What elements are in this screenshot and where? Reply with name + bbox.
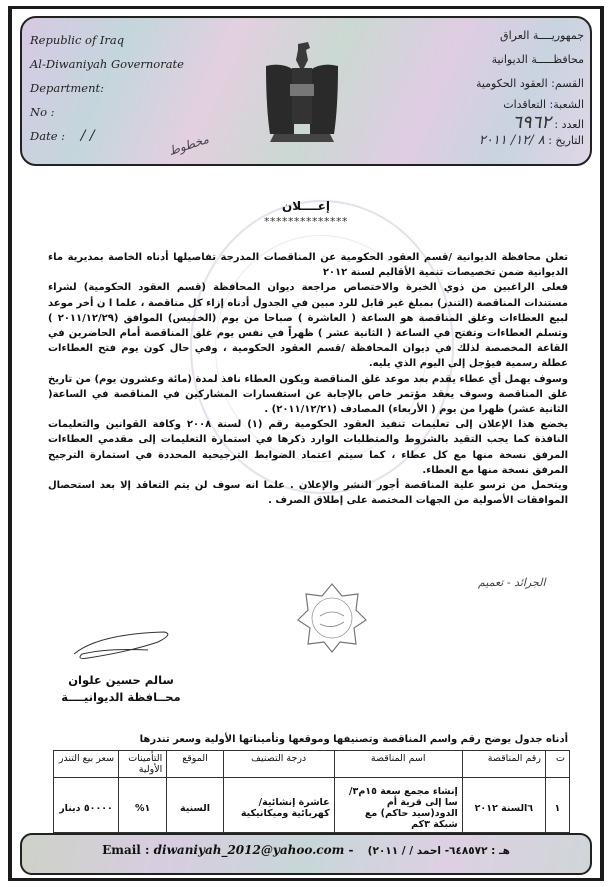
col-header-location: الموقع [167,751,223,778]
footer-contact [0,843,612,857]
col-header-deposit: التأمينات الأولية [119,751,167,778]
col-header-price: سعر بيع التندر [54,751,119,778]
col-header-index: ت [545,751,569,778]
phone-text: هـ : ٦٤٨٥٧٢- احمد / / ٢٠١١) [367,845,510,857]
eagle-emblem-icon [264,38,340,148]
email-link[interactable]: diwaniyah_2012@yahoo.com [153,843,345,857]
date-label-en: Date : [30,129,66,143]
handwritten-margin-note: الجرائد - تعميم [478,576,546,589]
cell-index: ١ [545,778,569,833]
col-header-classification: درجة التصنيف [223,751,334,778]
signature-mark [68,628,178,664]
division-ar: الشعبة: التعاقدات [503,98,584,111]
cell-location: السنية [167,778,223,833]
signatory-block [56,672,186,706]
paragraph: فعلى الراغبين من ذوي الخبرة والاختصاص مراجعة ديوان المحافظة (قسم العقود الحكومية) لشراء مستندات المناقصة (التندر) بمبلغ غير قابل للرد مبين في الجدول أدناه إزاء كل مناقصة ، علما ا ن أخر موعد لبيع العطاءات وغلق المناقصة هو الساعة ( العاشرة ) صباحا من يوم (الخميس) الموافق (٢٠١١/١٢/٢٩ ) وتسلم العطاءات وتفتح في الساعة ( الثانية عشر ) ظهراً في نفس يوم غلق المناقصة أمام الحاضرين في القاعة المخصصة لذلك في ديوان المحافظة /قسم العقود الحكومية ، وفي حال كون يوم فتح العطاءات عطلة رسمية فيؤجل إلى اليوم الذي يليه. [48,282,568,370]
date-value-ar: ٨ /١٢/ ٢٠١١ [478,133,545,148]
paragraph: يخضع هذا الإعلان إلى تعليمات تنفيذ العقود الحكومية رقم (١) لسنة ٢٠٠٨ وكافة القوانين والتعليمات النافذة كما يجب التقيد بالشروط والمتطلبات الوارد ذكرها في استمارة التعليمات إلى مقدمي العطاءات المرفق نسخة منها مع كل عطاء ، كما سيتم اعتماد الضوابط الترجيحية المحددة في استمارة الترجيح المرفق نسخة منها مع العطاء. [48,419,568,476]
announcement-title: إعــــلان [281,199,331,213]
email-label: Email : [102,843,150,857]
cell-deposit: ١% [119,778,167,833]
title-divider: ************** [264,215,348,228]
cell-classification: عاشرة إنشائية/ كهربائية وميكانيكية [223,778,334,833]
official-seal-icon [296,582,368,654]
signatory-name: سالم حسين علوان [68,673,174,687]
governorate-ar: محافظـــــة الديوانية [491,53,584,66]
col-header-name: اسم المناقصة [334,751,462,778]
col-header-number: رقم المناقصة [462,751,545,778]
cell-name: إنشاء مجمع سعة ١٥م٣/سا إلى قرية أم الدود(سيد حاكم) مع شبكة ٣كم [334,778,462,833]
table-caption: أدناه جدول يوضح رقم واسم المناقصة وتصنيفها وموقعها وتأميناتها الأولية وسعر تندرها [139,734,568,745]
date-row-ar [476,132,584,150]
date-row-en [30,124,184,148]
cell-number: ٦السنة ٢٠١٢ [462,778,545,833]
number-row-ar [476,114,584,132]
paragraph: وسوف يهمل أي عطاء يقدم بعد موعد غلق المناقصة ويكون العطاء نافذ لمدة (مائة وعشرون يوم) من تاريخ غلق المناقصة وسوف يعقد مؤتمر خاص بالإجابة عن استفسارات المشاركين في المناقصة في الساعة( الثانية عشر) ظهرا من يوم ( الأربعاء) المصادف (٢٠١١/١٢/٢١) . [48,373,568,416]
department-label: Department: [30,81,104,95]
paragraph: تعلن محافظة الديوانية /قسم العقود الحكومية عن المناقصات المدرجة تفاصيلها أدناه الخاصة بمديرية ماء الديوانية ضمن تخصيصات تنمية الأقاليم لسنة ٢٠١٢ [48,252,568,279]
number-label-ar: العدد : [554,118,584,131]
letterhead-english [30,28,184,148]
date-label-ar: التاريخ : [548,134,584,147]
announcement-body [48,250,568,508]
paragraph: ويتحمل من ترسو علية المناقصة أجور النشر والإعلان . علما انه سوف لن يتم التعاقد إلا بعد استحصال الموافقات الأصولية من الجهات المختصة على إطلاق الصرف . [48,480,568,507]
footer-separator: - [348,843,354,857]
tenders-table [53,750,570,833]
number-value-ar: ٦٩٦٢ [512,112,551,133]
handwritten-note: مخطوط [166,131,211,159]
country-en: Republic of Iraq [30,33,125,47]
cell-price: ٥٠٠٠٠ دينار [54,778,119,833]
table-row [54,778,570,833]
governorate-en: Al-Diwaniyah Governorate [30,57,184,71]
country-ar: جمهوريــــة العراق [500,29,584,42]
letterhead-arabic [476,24,584,150]
number-label-en: No : [30,105,55,119]
signatory-title: محــافظة الديوانيــــة [61,690,181,704]
date-value-en: / / [80,128,95,144]
section-ar: القسم: العقود الحكومية [475,77,584,90]
table-header-row [54,751,570,778]
